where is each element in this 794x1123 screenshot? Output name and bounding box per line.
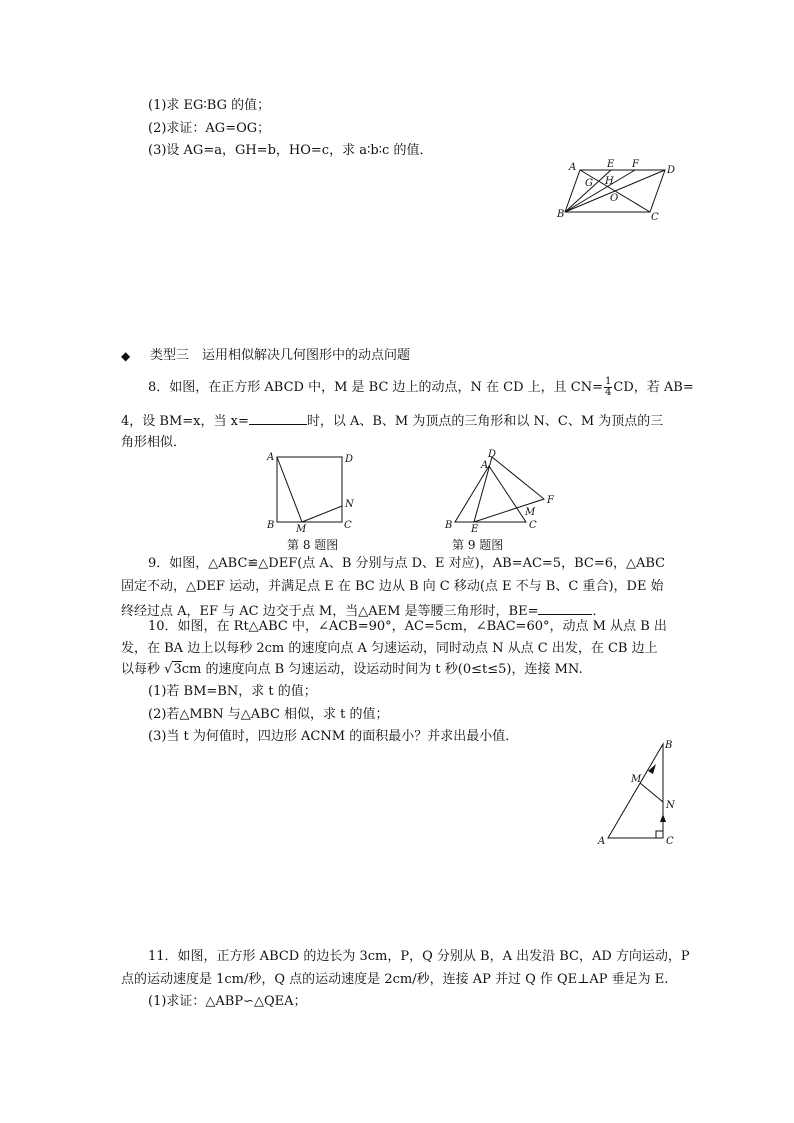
label-C: C <box>666 836 674 847</box>
label-N: N <box>345 499 354 510</box>
label-F: F <box>632 159 639 170</box>
label-C: C <box>344 520 352 531</box>
label-D: D <box>345 454 354 465</box>
label-M: M <box>525 507 536 518</box>
problem-10-line-2: 发，在 BA 边上以每秒 2cm 的速度向点 A 匀速运动，同时动点 N 从点 C 出发，在 CB 边上 <box>121 641 658 656</box>
label-N: N <box>666 800 675 811</box>
label-B: B <box>665 740 673 751</box>
label-E: E <box>607 159 615 170</box>
parallelogram-figure <box>555 158 680 223</box>
label-A: A <box>267 452 275 463</box>
label-G: G <box>585 178 593 189</box>
label-M: M <box>631 774 642 785</box>
problem-11-line-2: 点的运动速度是 1cm/秒，Q 点的运动速度是 2cm/秒，连接 AP 并过 Q 作 QE⊥AP 垂足为 E. <box>121 972 669 987</box>
label-B: B <box>267 520 275 531</box>
figure-9-triangles <box>440 448 560 533</box>
question-2-ag-og: (2)求证：AG=OG； <box>148 121 271 136</box>
figure-9-caption: 第 9 题图 <box>452 538 504 552</box>
problem-9-line-1: 9．如图，△ABC≌△DEF(点 A、B 分别与点 D、E 对应)，AB=AC=5，BC=6，△ABC <box>148 556 666 571</box>
problem-10-question-2: (2)若△MBN 与△ABC 相似，求 t 的值； <box>148 707 389 722</box>
label-B: B <box>557 209 565 220</box>
fraction-one-quarter: $\frac{1}{4}$ <box>605 376 612 398</box>
label-M: M <box>296 524 307 535</box>
label-H: H <box>605 176 614 187</box>
label-A: A <box>598 836 606 847</box>
figure-10-right-triangle <box>595 738 680 850</box>
problem-8-line-3: 角形相似． <box>121 435 187 450</box>
section-bullet: ◆ <box>121 349 131 363</box>
question-1-eg-bg: (1)求 EG∶BG 的值； <box>148 98 271 113</box>
label-A: A <box>569 162 577 173</box>
problem-9-line-3: 终经过点 A，EF 与 AC 边交于点 M，当△AEM 是等腰三角形时，BE= ． <box>121 601 605 621</box>
problem-10-line-3: 以每秒 √3cm 的速度向点 B 匀速运动，设运动时间为 t 秒(0≤t≤5)，连接 MN. <box>121 662 583 677</box>
problem-8-line-2: 4，设 BM=x，当 x= 时，以 A、B、M 为顶点的三角形和以 N、C、M 为顶点的三 <box>121 411 663 431</box>
label-D: D <box>667 165 676 176</box>
label-C: C <box>651 212 659 223</box>
problem-10-line-1: 10．如图，在 Rt△ABC 中，∠ACB=90°，AC=5cm，∠BAC=60°，动点 M 从点 B 出 <box>148 619 667 634</box>
label-C: C <box>529 520 537 531</box>
figure-8-caption: 第 8 题图 <box>287 538 339 552</box>
label-D: D <box>488 449 497 460</box>
answer-blank-9[interactable] <box>538 601 592 615</box>
label-A: A <box>481 460 489 471</box>
label-F: F <box>547 495 554 506</box>
figure-8-square <box>262 448 362 533</box>
sqrt-three: 3 <box>173 662 182 677</box>
label-E: E <box>471 524 479 535</box>
problem-11-question-1: (1)求证：△ABP∽△QEA； <box>148 994 307 1009</box>
problem-10-question-1: (1)若 BM=BN，求 t 的值； <box>148 684 317 699</box>
problem-9-line-2: 固定不动，△DEF 运动，并满足点 E 在 BC 边从 B 向 C 移动(点 E 不与 B、C 重合)，DE 始 <box>121 579 664 594</box>
question-3-ratio: (3)设 AG=a，GH=b，HO=c，求 a∶b∶c 的值． <box>148 143 433 158</box>
answer-blank-8[interactable] <box>249 411 307 425</box>
label-O: O <box>610 193 619 204</box>
problem-10-question-3: (3)当 t 为何值时，四边形 ACNM 的面积最小？并求出最小值． <box>148 729 519 744</box>
section-title: 类型三 运用相似解决几何图形中的动点问题 <box>150 348 411 363</box>
problem-8-line-1: 8．如图，在正方形 ABCD 中，M 是 BC 边上的动点，N 在 CD 上，且 CN= $\frac{1}{4}$ CD，若 AB= <box>148 376 694 398</box>
problem-11-line-1: 11．如图，正方形 ABCD 的边长为 3cm，P，Q 分别从 B，A 出发沿 BC，AD 方向运动，P <box>148 949 690 964</box>
label-B: B <box>445 520 453 531</box>
